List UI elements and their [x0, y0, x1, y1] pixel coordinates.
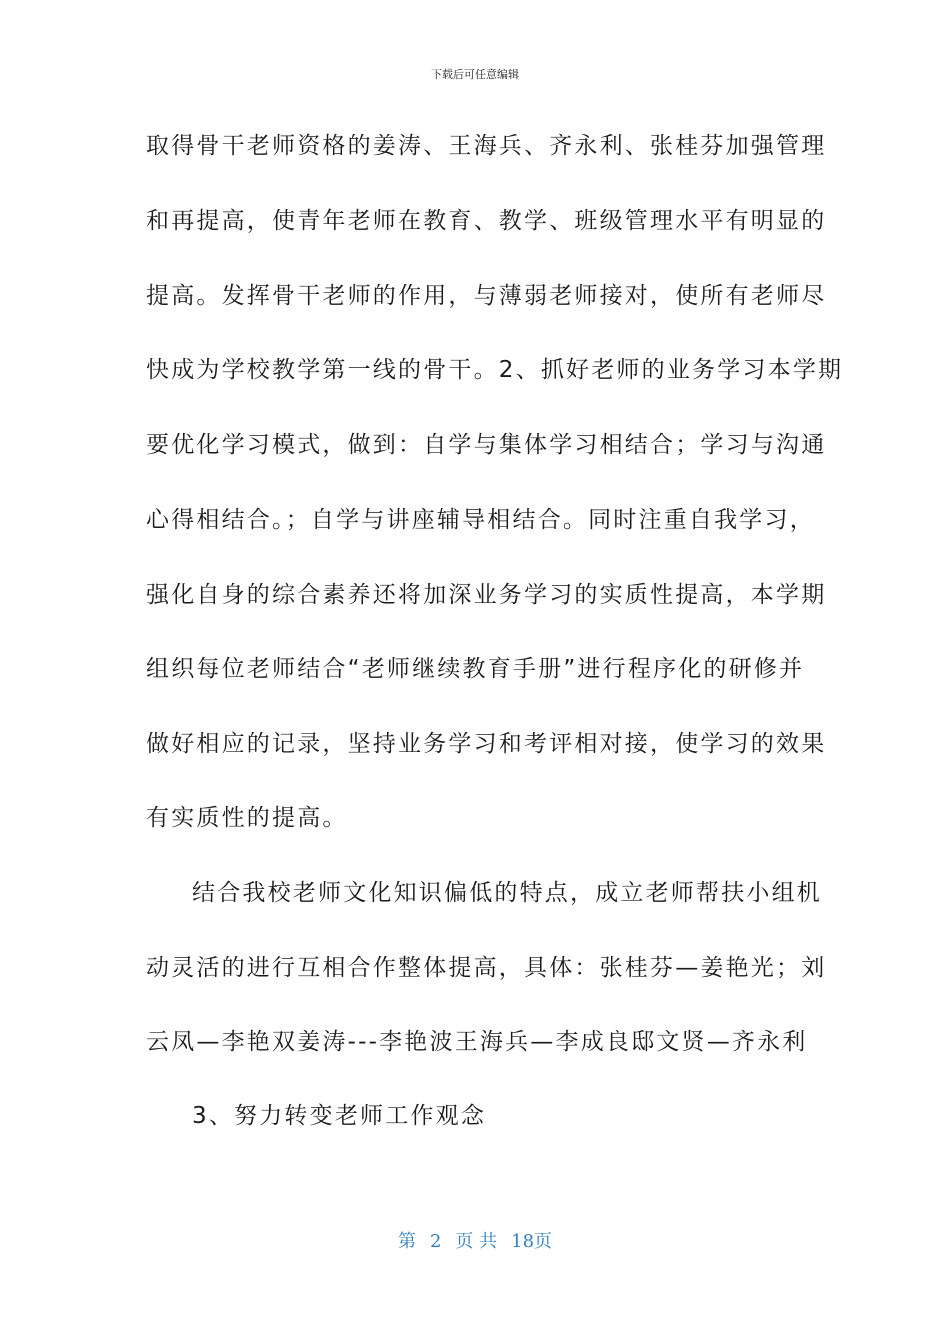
paragraph-line: 要优化学习模式，做到：自学与集体学习相结合；学习与沟通: [146, 432, 827, 458]
paragraph-line: 组织每位老师结合“老师继续教育手册”进行程序化的研修并: [146, 656, 805, 682]
footer-middle: 页 共: [455, 1231, 498, 1252]
paragraph-line: 有实质性的提高。: [146, 805, 348, 831]
paragraph-line: 和再提高，使青年老师在教育、教学、班级管理水平有明显的: [146, 208, 827, 234]
footer-prefix: 第: [397, 1231, 416, 1252]
paragraph-line: 快成为学校教学第一线的骨干。2、抓好老师的业务学习本学期: [146, 357, 844, 383]
footer-total-pages: 18: [511, 1231, 535, 1252]
paragraph-line: 结合我校老师文化知识偏低的特点，成立老师帮扶小组机: [192, 880, 822, 906]
paragraph-line: 提高。发挥骨干老师的作用，与薄弱老师接对，使所有老师尽: [146, 283, 827, 309]
paragraph-line: 动灵活的进行互相合作整体提高，具体：张桂芬—姜艳光；刘: [146, 955, 827, 981]
page-footer: [0, 1227, 950, 1253]
paragraph-line: 做好相应的记录，坚持业务学习和考评相对接，使学习的效果: [146, 731, 827, 757]
section-heading: 3、努力转变老师工作观念: [192, 1103, 487, 1129]
footer-suffix: 页: [534, 1231, 553, 1252]
paragraph-line: 强化自身的综合素养还将加深业务学习的实质性提高，本学期: [146, 582, 827, 608]
paragraph-line: 云凤—李艳双姜涛---李艳波王海兵—李成良邸文贤—齐永利: [146, 1029, 808, 1055]
paragraph-line: 取得骨干老师资格的姜涛、王海兵、齐永利、张桂芬加强管理: [146, 133, 827, 159]
paragraph-line: 心得相结合。；自学与讲座辅导相结合。同时注重自我学习，: [146, 507, 815, 533]
page-header: 下载后可任意编辑: [431, 68, 519, 81]
footer-current-page: 2: [429, 1231, 442, 1252]
